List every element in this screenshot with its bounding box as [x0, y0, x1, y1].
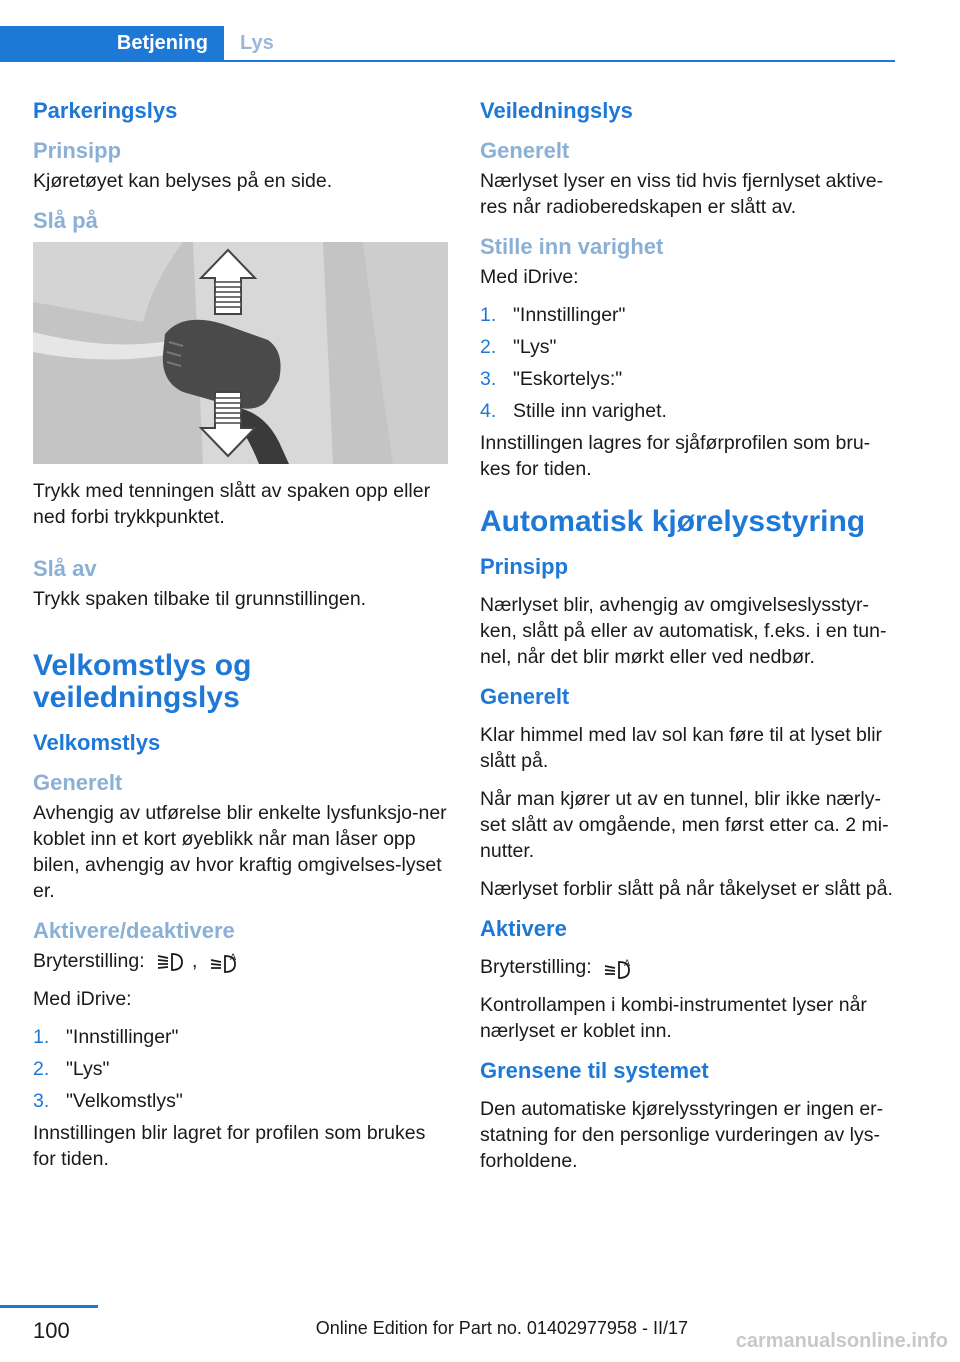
list-item: 3. "Velkomstlys" [33, 1090, 183, 1112]
welcome-guide-main-heading [33, 650, 451, 714]
header-tabbar [0, 26, 895, 62]
duration-steps-list [480, 302, 898, 424]
auto-light-icon [209, 951, 239, 973]
welcome-general-subtitle: Generelt [33, 770, 123, 795]
list-item: 4. Stille inn varighet. [480, 400, 667, 422]
list-item: 2. "Lys" [480, 336, 557, 358]
welcome-steps-list [33, 1024, 451, 1114]
auto-general-p3: Nærlyset forblir slått på når tåkelyset er slått på. [480, 878, 893, 900]
activate-title: Aktivere [480, 916, 567, 941]
right-switch-position-line [480, 954, 898, 980]
parking-light-title: Parkeringslys [33, 98, 178, 123]
tab-betjening[interactable]: Betjening [0, 26, 224, 60]
auto-principle-text: Nærlyset blir, avhengig av omgivelseslysstyr-ken, slått på eller av automatisk, f.eks. i en tun-nel, når det blir mørkt eller ved nedbør. [480, 594, 887, 668]
watermark: carmanualsonline.info [735, 1330, 948, 1352]
list-item: 3. "Eskortelys:" [480, 368, 623, 390]
welcome-heading-line2: veiledningslys [33, 681, 240, 714]
switch-on-subtitle: Slå på [33, 208, 98, 233]
auto-light-main-heading: Automatisk kjørelysstyring [480, 505, 866, 538]
auto-light-icon [603, 957, 633, 979]
switch-off-text: Trykk spaken tilbake til grunnstillingen. [33, 588, 367, 610]
list-item: 2. "Lys" [33, 1058, 110, 1080]
guide-general-subtitle: Generelt [480, 138, 570, 163]
duration-subtitle: Stille inn varighet [480, 234, 664, 259]
left-column [33, 96, 451, 1184]
left-saved-text: Innstillingen blir lagret for profilen som brukes for tiden. [33, 1122, 426, 1170]
auto-general-title: Generelt [480, 684, 570, 709]
switch-separator: , [192, 950, 198, 972]
switch-off-subtitle: Slå av [33, 556, 97, 581]
header-rule [0, 60, 895, 62]
right-column [480, 96, 898, 1186]
auto-general-p2: Når man kjører ut av en tunnel, blir ikke nærly-set slått av omgående, men først etter ca. 2 mi-nutter. [480, 788, 889, 862]
welcome-light-title: Velkomstlys [33, 730, 161, 755]
svg-text:A: A [229, 952, 237, 963]
right-switch-position-label: Bryterstilling: [480, 956, 592, 978]
switch-on-text: Trykk med tenningen slått av spaken opp eller ned forbi trykkpunktet. [33, 480, 431, 528]
activate-text: Kontrollampen i kombi-instrumentet lyser når nærlyset er koblet inn. [480, 994, 867, 1042]
switch-position-line [33, 948, 451, 974]
guide-general-text: Nærlyset lyser en viss tid hvis fjernlyset aktive-res når radioberedskapen er slått av. [480, 170, 884, 218]
principle-subtitle: Prinsipp [33, 138, 122, 163]
limits-text: Den automatiske kjørelysstyringen er ingen er-statning for den personlige vurderingen av lys-forholdene. [480, 1098, 884, 1172]
page-number: 100 [33, 1318, 70, 1343]
auto-principle-title: Prinsipp [480, 554, 569, 579]
tab-lys[interactable]: Lys [240, 31, 274, 54]
switch-position-label: Bryterstilling: [33, 950, 145, 972]
auto-general-p1: Klar himmel med lav sol kan føre til at lyset blir slått på. [480, 724, 883, 772]
footer-rule [0, 1305, 98, 1308]
low-beam-icon [156, 951, 186, 973]
right-idrive-label: Med iDrive: [480, 266, 579, 288]
welcome-general-text: Avhengig av utførelse blir enkelte lysfunksjo-ner koblet inn et kort øyeblikk når man låser opp bilen, avhengig av hvor kraftig omgivelses-lyset er. [33, 802, 447, 902]
lever-illustration [33, 242, 448, 464]
edition-text: Online Edition for Part no. 01402977958 - II/17 [315, 1318, 688, 1338]
principle-text: Kjøretøyet kan belyses på en side. [33, 170, 333, 192]
list-item: 1. "Innstillinger" [480, 304, 626, 326]
svg-text:A: A [624, 958, 631, 969]
guide-light-title: Veiledningslys [480, 98, 633, 123]
limits-title: Grensene til systemet [480, 1058, 709, 1083]
welcome-heading-line1: Velkomstlys og [33, 649, 252, 682]
right-saved-text: Innstillingen lagres for sjåførprofilen som bru-kes for tiden. [480, 432, 871, 480]
activate-deactivate-subtitle: Aktivere/deaktivere [33, 918, 235, 943]
left-idrive-label: Med iDrive: [33, 988, 132, 1010]
list-item: 1. "Innstillinger" [33, 1026, 179, 1048]
lever-drawing [33, 242, 448, 464]
